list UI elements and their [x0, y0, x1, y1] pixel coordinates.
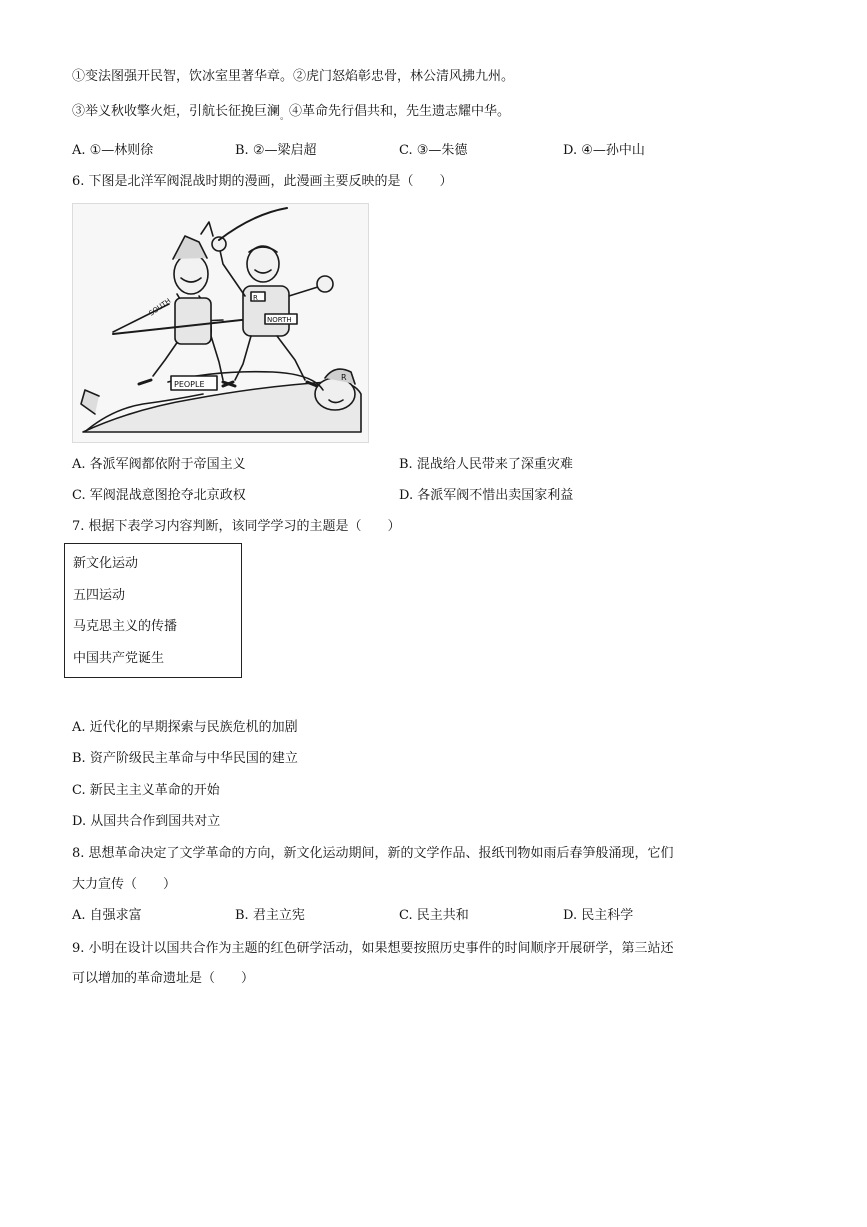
q5-line-2-mark: 。 — [280, 112, 290, 122]
q8-option-a: A. 自强求富 — [72, 908, 142, 923]
q5-option-b: B. ②—梁启超 — [235, 143, 317, 158]
q6-stem: 6. 下图是北洋军阀混战时期的漫画，此漫画主要反映的是（ ） — [72, 174, 453, 189]
cartoon-label-people: PEOPLE — [174, 380, 205, 389]
q5-option-c: C. ③—朱德 — [399, 143, 468, 158]
q7-content-table — [64, 543, 242, 678]
q8-option-b: B. 君主立宪 — [235, 908, 305, 923]
q8-option-d: D. 民主科学 — [563, 908, 634, 923]
q5-line-2b: ④革命先行倡共和，先生遗志耀中华。 — [289, 104, 511, 119]
q6-option-a: A. 各派军阀都依附于帝国主义 — [72, 457, 246, 472]
q8-stem-line-1: 8. 思想革命决定了文学革命的方向，新文化运动期间，新的文学作品、报纸刊物如雨后春笋般涌现，它们 — [72, 846, 674, 861]
q8-stem-line-2: 大力宣传（ ） — [72, 877, 177, 892]
q7-table-item: 新文化运动 — [73, 556, 139, 571]
warlord-cartoon-drawing — [73, 204, 368, 442]
cartoon-label-north: NORTH — [267, 316, 292, 324]
q6-option-b: B. 混战给人民带来了深重灾难 — [399, 457, 573, 472]
q7-table-item: 中国共产党诞生 — [73, 651, 165, 666]
q7-option-d: D. 从国共合作到国共对立 — [72, 814, 221, 829]
warlord-cartoon — [72, 203, 369, 443]
q7-stem: 7. 根据下表学习内容判断，该同学学习的主题是（ ） — [72, 519, 401, 534]
q7-option-b: B. 资产阶级民主革命与中华民国的建立 — [72, 751, 298, 766]
q5-line-2a: ③举义秋收擎火炬，引航长征挽巨澜 — [72, 104, 281, 119]
q8-option-c: C. 民主共和 — [399, 908, 469, 923]
q6-option-c: C. 军阀混战意图抢夺北京政权 — [72, 488, 246, 503]
q9-stem-line-1: 9. 小明在设计以国共合作为主题的红色研学活动，如果想要按照历史事件的时间顺序开展研学，第三站还 — [72, 941, 674, 956]
q5-option-a: A. ①—林则徐 — [72, 143, 154, 158]
q7-option-a: A. 近代化的早期探索与民族危机的加剧 — [72, 720, 298, 735]
q5-line-2 — [72, 103, 510, 122]
q5-line-1: ①变法图强开民智，饮冰室里著华章。②虎门怒焰彰忠骨，林公清风拂九州。 — [72, 69, 515, 84]
cartoon-label-badge: R — [253, 294, 258, 302]
q5-option-d: D. ④—孙中山 — [563, 143, 645, 158]
q9-stem-line-2: 可以增加的革命遗址是（ ） — [72, 971, 255, 986]
q7-table-item: 马克思主义的传播 — [73, 619, 178, 634]
q7-table-item: 五四运动 — [73, 588, 126, 603]
q6-option-d: D. 各派军阀不惜出卖国家利益 — [399, 488, 574, 503]
q7-option-c: C. 新民主主义革命的开始 — [72, 783, 220, 798]
cartoon-label-cap: R — [341, 373, 347, 382]
cartoon-label-south: SOUTH — [147, 296, 173, 318]
